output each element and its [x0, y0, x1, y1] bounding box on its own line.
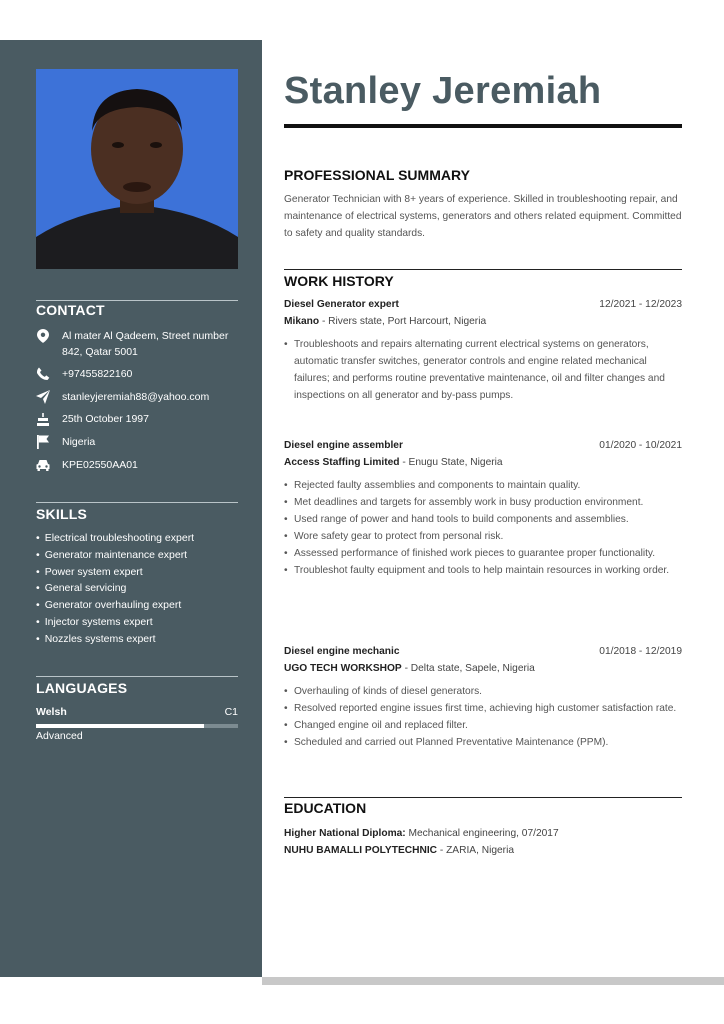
job-duty: • Met deadlines and targets for assembly work in busy production environment. [284, 494, 682, 511]
job-entry [284, 296, 682, 404]
name-divider [284, 124, 682, 128]
job-company [284, 313, 682, 330]
company-location: - Enugu State, Nigeria [399, 457, 503, 468]
work-history-heading: WORK HISTORY [284, 273, 394, 289]
education-school: NUHU BAMALLI POLYTECHNIC [284, 845, 438, 856]
skill-item: • Injector systems expert [36, 614, 246, 631]
language-level: C1 [224, 706, 238, 718]
location-pin-icon [36, 329, 50, 343]
contact-birthdate-text: 25th October 1997 [62, 413, 149, 425]
resume-page [0, 40, 724, 985]
education-divider [284, 797, 682, 798]
job-entry [284, 437, 682, 579]
job-duties [284, 336, 682, 404]
languages-heading: LANGUAGES [36, 680, 128, 696]
candidate-name: Stanley Jeremiah [284, 70, 602, 112]
contact-heading: CONTACT [36, 302, 105, 318]
send-icon [36, 390, 50, 404]
job-company [284, 660, 682, 677]
contact-phone-text: +97455822160 [62, 368, 133, 380]
education-entry [284, 825, 682, 859]
education-field: Mechanical engineering, 07/2017 [405, 828, 559, 839]
contact-email-text[interactable]: stanleyjeremiah88@yahoo.com [62, 391, 210, 403]
profile-photo [36, 69, 238, 269]
company-name: Access Staffing Limited [284, 457, 400, 468]
contact-birthdate [36, 411, 246, 427]
contact-address [36, 328, 246, 360]
skill-item: • Power system expert [36, 564, 246, 581]
summary-text: Generator Technician with 8+ years of experience. Skilled in troubleshooting repair, and maintenance of electrical systems, generators and others related equipment. Committed to safety and quality standards. [284, 194, 682, 239]
job-title: Diesel engine assembler [284, 440, 403, 451]
job-dates: 01/2018 - 12/2019 [599, 646, 682, 657]
job-entry [284, 643, 682, 751]
contact-address-text: Al mater Al Qadeem, Street number 842, Qatar 5001 [62, 330, 229, 358]
job-dates: 12/2021 - 12/2023 [599, 299, 682, 310]
company-location: - Delta state, Sapele, Nigeria [401, 663, 535, 674]
phone-icon [36, 367, 50, 381]
summary-heading: PROFESSIONAL SUMMARY [284, 167, 470, 183]
job-duty: • Wore safety gear to protect from personal risk. [284, 528, 682, 545]
job-duties [284, 683, 682, 751]
language-proficiency-bar [36, 724, 238, 728]
job-duties [284, 477, 682, 579]
contact-license [36, 457, 246, 473]
contact-phone [36, 366, 246, 382]
work-history-divider [284, 269, 682, 270]
company-location: - Rivers state, Port Harcourt, Nigeria [319, 316, 487, 327]
sidebar [0, 40, 262, 977]
language-description: Advanced [36, 730, 83, 742]
skill-item: • Nozzles systems expert [36, 631, 246, 648]
skill-item: • Electrical troubleshooting expert [36, 530, 246, 547]
job-title: Diesel engine mechanic [284, 646, 400, 657]
contact-divider [36, 300, 238, 301]
skills-list [36, 530, 246, 648]
company-name: Mikano [284, 316, 320, 327]
birthday-cake-icon [36, 412, 50, 426]
skills-divider [36, 502, 238, 503]
footer-bar [262, 977, 724, 985]
car-icon [36, 458, 50, 472]
skill-item: • Generator overhauling expert [36, 597, 246, 614]
job-duty: • Troubleshoots and repairs alternating current electrical systems on generators, automatic transfer switches, generator controls and engine related mechanical failures; and performs routine preventative maintenance, oil and filter changes and inspections on all generator and by-pass pumps. [284, 336, 682, 404]
job-company [284, 454, 682, 471]
job-duty: • Scheduled and carried out Planned Preventative Maintenance (PPM). [284, 734, 682, 751]
job-duty: • Rejected faulty assemblies and components to maintain quality. [284, 477, 682, 494]
contact-nationality-text: Nigeria [62, 436, 96, 448]
company-name: UGO TECH WORKSHOP [284, 663, 402, 674]
language-proficiency-fill [36, 724, 204, 728]
job-dates: 01/2020 - 10/2021 [599, 440, 682, 451]
skills-heading: SKILLS [36, 506, 87, 522]
job-duty: • Resolved reported engine issues first time, achieving high customer satisfaction rate. [284, 700, 682, 717]
skill-item: • Generator maintenance expert [36, 547, 246, 564]
education-degree: Higher National Diploma: [284, 828, 406, 839]
contact-email[interactable] [36, 389, 246, 405]
job-title: Diesel Generator expert [284, 299, 399, 310]
flag-icon [36, 435, 50, 449]
job-duty: • Assessed performance of finished work pieces to guarantee proper functionality. [284, 545, 682, 562]
education-location: - ZARIA, Nigeria [437, 845, 515, 856]
job-duty: • Used range of power and hand tools to build components and assemblies. [284, 511, 682, 528]
contact-license-text: KPE02550AA01 [62, 459, 138, 471]
job-duty: • Troubleshot faulty equipment and tools to help maintain resources in working order. [284, 562, 682, 579]
education-heading: EDUCATION [284, 800, 367, 816]
skill-item: • General servicing [36, 580, 246, 597]
job-duty: • Changed engine oil and replaced filter. [284, 717, 682, 734]
contact-nationality [36, 434, 246, 450]
job-duty: • Overhauling of kinds of diesel generators. [284, 683, 682, 700]
language-name: Welsh [36, 706, 67, 718]
languages-divider [36, 676, 238, 677]
